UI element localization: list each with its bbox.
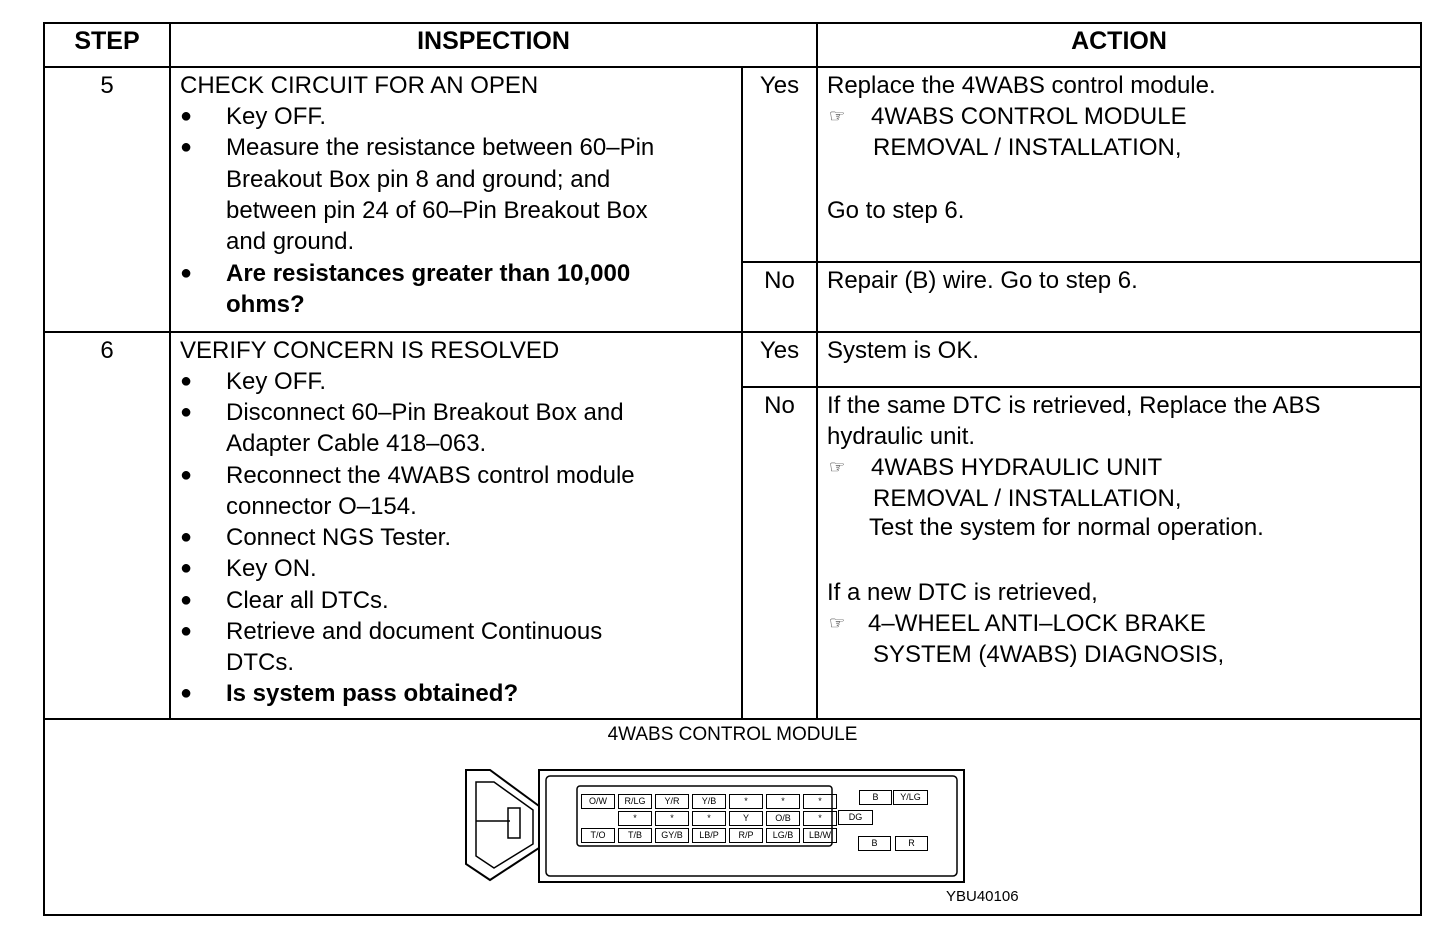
action-reference: 4–WHEEL ANTI–LOCK BRAKE (868, 610, 1206, 637)
bullet-icon: ● (180, 370, 193, 392)
inspection-item: DTCs. (226, 649, 294, 676)
connector-pin: * (803, 794, 837, 809)
pointing-hand-icon: ☞ (829, 106, 846, 126)
inspection-item: between pin 24 of 60–Pin Breakout Box (226, 197, 648, 224)
bullet-icon: ● (180, 136, 193, 158)
connector-pin: R/P (729, 828, 763, 843)
connector-pin: R/LG (618, 794, 652, 809)
inspection-question: Is system pass obtained? (226, 680, 519, 707)
table-border-right (1420, 22, 1422, 916)
inspection-item: Breakout Box pin 8 and ground; and (226, 166, 611, 193)
inspection-question: Are resistances greater than 10,000 (226, 260, 631, 287)
inspection-item: Disconnect 60–Pin Breakout Box and (226, 399, 624, 426)
inspection-item: Key OFF. (226, 368, 327, 395)
connector-pin: Y/R (655, 794, 689, 809)
answer-no-6: No (764, 392, 795, 419)
action-text: hydraulic unit. (827, 423, 976, 450)
bullet-icon: ● (180, 589, 193, 611)
answer-yes-6: Yes (759, 337, 800, 364)
inspection-item: connector O–154. (226, 493, 417, 520)
connector-pin: * (692, 811, 726, 826)
yes-no-divider-5 (741, 261, 1422, 263)
action-text: Test the system for normal operation. (869, 514, 1264, 541)
connector-pin: T/O (581, 828, 615, 843)
step-column-divider (169, 22, 171, 720)
connector-pin: * (803, 811, 837, 826)
inspection-item: Retrieve and document Continuous (226, 618, 603, 645)
action-text: If the same DTC is retrieved, Replace the ABS (827, 392, 1321, 419)
connector-pin: Y/LG (893, 790, 928, 805)
header-step: STEP (74, 27, 140, 55)
inspection-item: Clear all DTCs. (226, 587, 389, 614)
connector-pin: B (858, 836, 891, 851)
bullet-icon: ● (180, 105, 193, 127)
connector-pin: Y/B (692, 794, 726, 809)
inspection-title-5: CHECK CIRCUIT FOR AN OPEN (180, 72, 539, 99)
header-action: ACTION (1071, 27, 1167, 55)
connector-pin: Y (729, 811, 763, 826)
action-reference: SYSTEM (4WABS) DIAGNOSIS, (873, 641, 1225, 668)
connector-housing (460, 764, 970, 888)
table-divider-figure (43, 718, 1422, 720)
connector-pin: LB/W (803, 828, 837, 843)
answer-no-5: No (764, 267, 795, 294)
connector-pin: O/W (581, 794, 615, 809)
inspection-item: Reconnect the 4WABS control module (226, 462, 635, 489)
connector-pin: GY/B (655, 828, 689, 843)
step-number-5: 5 (100, 72, 114, 99)
inspection-item: Key OFF. (226, 103, 327, 130)
action-text: Go to step 6. (827, 197, 965, 224)
pointing-hand-icon: ☞ (829, 457, 846, 477)
action-reference: REMOVAL / INSTALLATION, (873, 485, 1182, 512)
action-text: System is OK. (827, 337, 980, 364)
figure-code: YBU40106 (946, 888, 1019, 905)
connector-pin: * (729, 794, 763, 809)
connector-pin: R (895, 836, 928, 851)
bullet-icon: ● (180, 526, 193, 548)
action-reference: 4WABS HYDRAULIC UNIT (871, 454, 1163, 481)
inspection-item: Connect NGS Tester. (226, 524, 451, 551)
action-text: If a new DTC is retrieved, (827, 579, 1098, 606)
action-column-divider (816, 22, 818, 720)
connector-pin: LG/B (766, 828, 800, 843)
bullet-icon: ● (180, 464, 193, 486)
connector-pin: DG (838, 810, 873, 825)
inspection-item: Measure the resistance between 60–Pin (226, 134, 655, 161)
action-reference: REMOVAL / INSTALLATION, (873, 134, 1182, 161)
connector-pin: O/B (766, 811, 800, 826)
connector-pin: * (655, 811, 689, 826)
inspection-item: Key ON. (226, 555, 317, 582)
yes-no-divider-6 (741, 386, 1422, 388)
connector-pin: * (618, 811, 652, 826)
bullet-icon: ● (180, 401, 193, 423)
table-border-bottom (43, 914, 1422, 916)
inspection-item: Adapter Cable 418–063. (226, 430, 487, 457)
inspection-question: ohms? (226, 291, 305, 318)
inspection-item: and ground. (226, 228, 355, 255)
bullet-icon: ● (180, 620, 193, 642)
answer-yes-5: Yes (759, 72, 800, 99)
connector-pin: T/B (618, 828, 652, 843)
bullet-icon: ● (180, 262, 193, 284)
pointing-hand-icon: ☞ (829, 613, 846, 633)
inspection-title-6: VERIFY CONCERN IS RESOLVED (180, 337, 560, 364)
connector-pin: LB/P (692, 828, 726, 843)
connector-pin: B (859, 790, 892, 805)
bullet-icon: ● (180, 682, 193, 704)
step-number-6: 6 (100, 337, 114, 364)
bullet-icon: ● (180, 557, 193, 579)
action-text: Repair (B) wire. Go to step 6. (827, 267, 1138, 294)
header-inspection: INSPECTION (417, 27, 570, 55)
table-border-left (43, 22, 45, 916)
action-reference: 4WABS CONTROL MODULE (871, 103, 1187, 130)
row-divider-5-6 (43, 331, 1422, 333)
figure-caption: 4WABS CONTROL MODULE (607, 724, 858, 745)
action-text: Replace the 4WABS control module. (827, 72, 1216, 99)
header-divider (43, 66, 1422, 68)
connector-pin: * (766, 794, 800, 809)
